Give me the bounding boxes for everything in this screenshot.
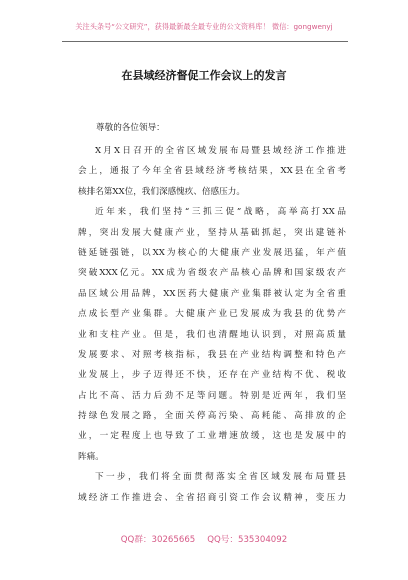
footer-qq-group: QQ群：30265665 [120, 535, 196, 545]
body-line: 阵痛。 [78, 451, 104, 462]
salutation: 尊敬的各位领导： [96, 123, 165, 133]
body-line: 近年来，我们坚持“三抓三促”战略，高举高打XX品 [95, 207, 346, 218]
body-line: 发展要求、对照考核指标，我县在产业结构调整和特色产 [78, 349, 346, 360]
body-line: 持绿色发展之路，全面关停高污染、高耗能、高排放的企 [78, 411, 346, 422]
body-line: 会上，通报了今年全省县域经济考核结果，XX县在全省考 [78, 166, 346, 177]
document-title: 在县域经济督促工作会议上的发言 [121, 69, 287, 82]
body-line: X月X日召开的全省区域发展布局暨县域经济工作推进 [95, 146, 346, 156]
body-text [78, 141, 346, 508]
footer-contact [0, 534, 408, 546]
body-line: 域经济工作推进会、全省招商引资工作会议精神，变压力 [78, 492, 346, 503]
header-divider [62, 41, 348, 42]
body-line: 品区域公用品牌，XX医药大健康产业集群被认定为全省重 [78, 288, 346, 299]
body-line: 突破XXX亿元。XX成为省级农产品核心品牌和国家级农产 [78, 268, 346, 279]
body-line: 下一步，我们将全面贯彻落实全省区域发展布局暨县 [95, 472, 346, 483]
body-line: 链延链强链，以XX为核心的大健康产业发展迅猛，年产值 [78, 247, 346, 258]
body-line: 点成长型产业集群。大健康产业已发展成为我县的优势产 [78, 309, 346, 320]
body-line: 核排名第XX位，我们深感愧疚、倍感压力。 [78, 186, 245, 197]
body-line: 业和支柱产业。但是，我们也清醒地认识到，对照高质量 [78, 329, 346, 340]
body-line: 业发展上，步子迈得还不快，还存在产业结构不优、税收 [78, 370, 346, 381]
footer-qq-id: QQ号：535304092 [207, 535, 288, 545]
body-line: 占比不高、活力后劲不足等问题。特别是近两年，我们坚 [78, 390, 346, 401]
header-banner: 关注头条号“公文研究”，获得最新最全最专业的公文资料库！ 微信：gongwenyj [75, 22, 333, 31]
body-line: 牌，突出发展大健康产业，坚持从基础抓起，突出建链补 [78, 227, 346, 238]
body-line: 业，一定程度上也导致了工业增速放缓，这也是发展中的 [78, 431, 346, 442]
